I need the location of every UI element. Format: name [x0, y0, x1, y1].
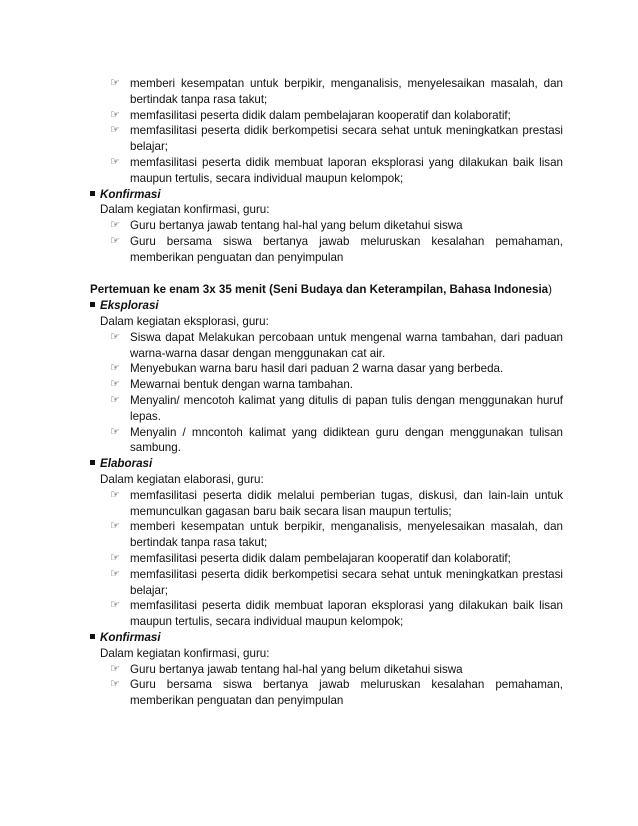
bullet-text-continuation: memberikan penguatan dan penyimpulan: [130, 250, 344, 264]
pointing-hand-icon: ☞: [110, 488, 120, 501]
section-heading: [90, 187, 161, 203]
bullet-text: memfasilitasi peserta didik berkompetisi secara sehat untuk meningkatkan prestasi: [130, 567, 563, 581]
pointing-hand-icon: ☞: [110, 394, 120, 406]
bullet-text-continuation: memunculkan gagasan baru baik secara lisan maupun tertulis;: [130, 504, 452, 518]
pointing-hand-icon: ☞: [110, 678, 120, 691]
bullet-text: memfasilitasi peserta didik berkompetisi secara sehat untuk meningkatkan prestasi: [130, 124, 563, 138]
bullet-text: Menyalin / mncontoh kalimat yang didiktean guru dengan menggunakan tulisan: [130, 425, 563, 439]
section-heading-text: Elaborasi: [100, 457, 153, 471]
pointing-hand-icon: ☞: [110, 219, 120, 232]
section-intro: Dalam kegiatan konfirmasi, guru:: [100, 203, 270, 217]
bullet-text: Guru bersama siswa bertanya jawab meluruskan kesalahan pemahaman,: [130, 235, 563, 248]
section-intro: Dalam kegiatan konfirmasi, guru:: [100, 646, 270, 660]
bullet-text-continuation: bertindak tanpa rasa takut;: [130, 92, 268, 106]
pointing-hand-icon: ☞: [110, 378, 120, 391]
bullet-text: Guru bertanya jawab tentang hal-hal yang belum diketahui siswa: [130, 219, 463, 233]
pointing-hand-icon: ☞: [110, 599, 120, 612]
pointing-hand-icon: ☞: [110, 77, 120, 89]
square-bullet-icon: [90, 460, 95, 465]
bullet-text: memfasilitasi peserta didik melalui pemberian tugas, diskusi, dan lain-lain untuk: [130, 488, 563, 502]
bullet-text: Guru bersama siswa bertanya jawab meluruskan kesalahan pemahaman,: [130, 678, 563, 692]
section-intro: Dalam kegiatan eksplorasi, guru:: [100, 315, 269, 328]
bullet-text: Siswa dapat Melakukan percobaan untuk mengenal warna tambahan, dari paduan: [130, 330, 563, 344]
bullet-text: memberi kesempatan untuk berpikir, menganalisis, menyelesaikan masalah, dan: [130, 77, 563, 90]
pointing-hand-icon: ☞: [110, 520, 120, 533]
bullet-text-continuation: memberikan penguatan dan penyimpulan: [130, 694, 344, 708]
pointing-hand-icon: ☞: [110, 235, 120, 247]
pointing-hand-icon: ☞: [110, 108, 120, 121]
bullet-text: Guru bertanya jawab tentang hal-hal yang belum diketahui siswa: [130, 662, 463, 676]
bullet-text-continuation: belajar;: [130, 583, 169, 597]
bullet-text-continuation: maupun tertulis, secara individual maupun kelompok;: [130, 171, 404, 185]
section-intro: Dalam kegiatan elaborasi, guru:: [100, 473, 264, 486]
bullet-text: Menyalin/ mencotoh kalimat yang ditulis di papan tulis dengan menggunakan huruf: [130, 394, 563, 407]
pointing-hand-icon: ☞: [110, 156, 120, 168]
section-heading-text: Konfirmasi: [100, 187, 161, 201]
section-heading-text: Konfirmasi: [100, 631, 161, 644]
meeting-title-tail: ): [548, 283, 552, 297]
section-heading: [90, 456, 152, 472]
bullet-text-continuation: bertindak tanpa rasa takut;: [130, 536, 268, 550]
bullet-text: Mewarnai bentuk dengan warna tambahan.: [130, 378, 354, 392]
bullet-text: Menyebukan warna baru hasil dari paduan 2 warna dasar yang berbeda.: [130, 362, 504, 376]
pointing-hand-icon: ☞: [110, 567, 120, 580]
pointing-hand-icon: ☞: [110, 552, 120, 564]
square-bullet-icon: [90, 191, 95, 196]
pointing-hand-icon: ☞: [110, 425, 120, 438]
bullet-text-continuation: belajar;: [130, 140, 169, 154]
bullet-text: memfasilitasi peserta didik membuat laporan eksplorasi yang dilakukan baik lisan: [130, 599, 563, 613]
section-heading: [90, 630, 161, 646]
bullet-text: memberi kesempatan untuk berpikir, menganalisis, menyelesaikan masalah, dan: [130, 520, 563, 534]
section-heading: [90, 298, 159, 314]
meeting-title: [90, 282, 552, 298]
square-bullet-icon: [90, 634, 95, 639]
square-bullet-icon: [90, 302, 95, 307]
bullet-text: memfasilitasi peserta didik dalam pembelajaran kooperatif dan kolaboratif;: [130, 108, 511, 122]
bullet-text-continuation: warna-warna dasar dengan menggunakan cat air.: [130, 346, 386, 360]
bullet-text-continuation: sambung.: [130, 441, 181, 455]
bullet-text-continuation: maupun tertulis, secara individual maupun kelompok;: [130, 615, 404, 629]
meeting-title-bold: Pertemuan ke enam 3x 35 menit (Seni Budaya dan Keterampilan, Bahasa Indonesia: [90, 283, 549, 297]
bullet-text: memfasilitasi peserta didik dalam pembelajaran kooperatif dan kolaboratif;: [130, 552, 511, 565]
pointing-hand-icon: ☞: [110, 330, 120, 343]
pointing-hand-icon: ☞: [110, 362, 120, 375]
pointing-hand-icon: ☞: [110, 662, 120, 675]
bullet-text: memfasilitasi peserta didik membuat laporan eksplorasi yang dilakukan baik lisan: [130, 156, 563, 169]
pointing-hand-icon: ☞: [110, 124, 120, 137]
section-heading-text: Eksplorasi: [100, 299, 159, 313]
bullet-text-continuation: lepas.: [130, 409, 161, 423]
